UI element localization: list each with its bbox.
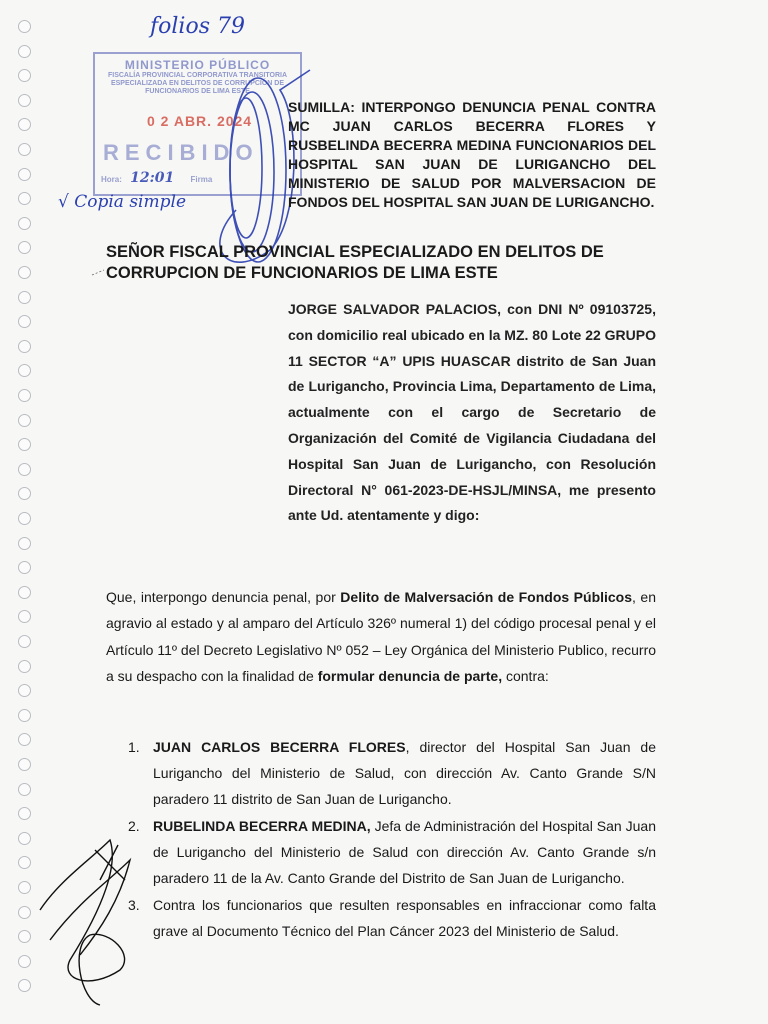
stamp-hora-value: 12:01 xyxy=(130,170,175,186)
list-item xyxy=(106,813,656,891)
defendant-name: JUAN CARLOS BECERRA FLORES xyxy=(153,739,406,755)
defendant-name: RUBELINDA BECERRA MEDINA, xyxy=(153,818,371,834)
stamp-received-label: RECIBIDO xyxy=(103,140,259,165)
list-item-number: 2. xyxy=(128,818,140,834)
defendant-description: , director del Hospital San Juan de Lurigancho del Ministerio de Salud, con dirección Av. Canto Grande S/N paradero 11 distrito de San Juan de Lurigancho. xyxy=(153,739,657,807)
signature-loop xyxy=(230,98,262,238)
complaint-paragraph xyxy=(106,584,656,690)
list-item-number: 1. xyxy=(128,739,140,755)
paragraph-text: contra: xyxy=(502,668,549,685)
folio-handwritten-note: folios 79 xyxy=(150,14,245,39)
defendants-list xyxy=(106,734,656,945)
paragraph-text: , en agravio al estado y al amparo del Artículo 326º numeral 1) del código procesal penal y el Artículo 11º del Decreto Legislativo Nº 052 – Ley Orgánica del Ministerio Publico, recurro a su despacho con la finalidad de xyxy=(106,589,657,685)
formulate-complaint-phrase: formular denuncia de parte, xyxy=(317,668,503,685)
stamp-hora-label: Hora: xyxy=(101,175,122,184)
list-item xyxy=(106,892,656,944)
list-item-number: 3. xyxy=(128,897,140,913)
stamp-date: 0 2 ABR. 2024 xyxy=(147,113,253,129)
complainant-introduction: JORGE SALVADOR PALACIOS, con DNI Nº 09103725, con domicilio real ubicado en la MZ. 80 Lote 22 GRUPO 11 SECTOR “A” UPIS HUASCAR distrito de San Juan de Lurigancho, Provincia Lima, Departamento de Lima, actualmente con el cargo de Secretario de Organización del Comité de Vigilancia Ciudadana del Hospital San Juan de Lurigancho, con Resolución Directoral N° 061-2023-DE-HSJL/MINSA, me presento ante Ud. atentamente y digo: xyxy=(288,301,656,524)
stamp-firma-label: Firma xyxy=(190,175,213,184)
defendant-description: Jefa de Administración del Hospital San Juan de Lurigancho del Ministerio de Salud con dirección Av. Canto Grande s/n paradero 11 de la Av. Canto Grande del Distrito de San Juan de Lurigancho. xyxy=(153,818,656,886)
pencil-mark xyxy=(92,270,104,275)
list-item xyxy=(106,734,656,812)
signature-loop xyxy=(230,92,274,252)
copy-handwritten-note: √ Copia simple xyxy=(58,192,186,212)
defendant-description: Contra los funcionarios que resulten responsables en infraccionar como falta grave al Documento Técnico del Plan Cáncer 2023 del Ministerio de Salud. xyxy=(153,897,656,939)
addressee-heading: SEÑOR FISCAL PROVINCIAL ESPECIALIZADO EN DELITOS DE CORRUPCION DE FUNCIONARIOS DE LIMA ESTE xyxy=(106,243,604,282)
stamp-office: FISCALÍA PROVINCIAL CORPORATIVA TRANSITORIA ESPECIALIZADA EN DELITOS DE CORRUPCIÓN DE FUNCIONARIOS DE LIMA ESTE xyxy=(107,72,288,95)
paragraph-text: Que, interpongo denuncia penal, por xyxy=(106,589,341,605)
sumilla-text: SUMILLA: INTERPONGO DENUNCIA PENAL CONTRA MC JUAN CARLOS BECERRA FLORES Y RUSBELINDA BECERRA MEDINA FUNCIONARIOS DEL HOSPITAL SAN JUAN DE LURIGANCHO DEL MINISTERIO DE SALUD POR MALVERSACION DE FONDOS DEL HOSPITAL SAN JUAN DE LURIGANCHO. xyxy=(288,99,656,210)
stamp-institution: MINISTERIO PÚBLICO xyxy=(124,58,271,72)
crime-name: Delito de Malversación de Fondos Públicos xyxy=(340,589,633,605)
